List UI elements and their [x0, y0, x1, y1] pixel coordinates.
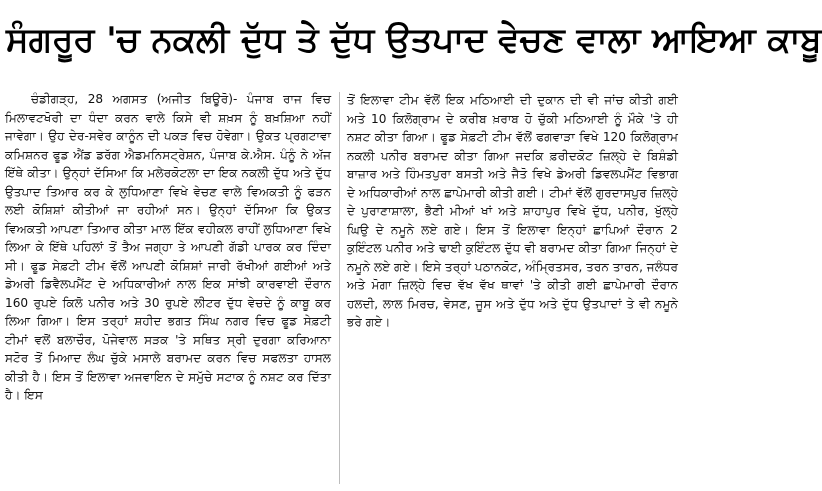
- article-body-left: ਚੰਡੀਗੜ੍ਹ, 28 ਅਗਸਤ (ਅਜੀਤ ਬਿਊਰੋ)- ਪੰਜਾਬ ਰਾਜ ਵਿਚ ਮਿਲਾਵਟਖੋਰੀ ਦਾ ਧੰਦਾ ਕਰਨ ਵਾਲੇ ਕਿਸੇ ਵੀ ਸ਼ਖ਼ਸ ਨੂੰ ਬਖ਼ਸ਼ਿਆ ਨਹੀਂ ਜਾਵੇਗਾ। ਉਹ ਦੇਰ-ਸਵੇਰ ਕਾਨੂੰਨ ਦੀ ਪਕੜ ਵਿਚ ਹੋਵੇਗਾ। ਉਕਤ ਪ੍ਰਗਟਾਵਾ ਕਮਿਸ਼ਨਰ ਫੂਡ ਐਂਡ ਡਰੱਗ ਐਡਮਨਿਸਟ੍ਰੇਸ਼ਨ, ਪੰਜਾਬ ਕੇ.ਐਸ. ਪੰਨੂੰ ਨੇ ਅੱਜ ਇੱਥੇ ਕੀਤਾ। ਉਨ੍ਹਾਂ ਦੱਸਿਆ ਕਿ ਮਲੇਰਕੋਟਲਾ ਦਾ ਇਕ ਨਕਲੀ ਦੁੱਧ ਅਤੇ ਦੁੱਧ ਉਤਪਾਦ ਤਿਆਰ ਕਰ ਕੇ ਲੁਧਿਆਣਾ ਵਿਖੇ ਵੇਚਣ ਵਾਲੇ ਵਿਅਕਤੀ ਨੂੰ ਫੜਨ ਲਈ ਕੋਸ਼ਿਸ਼ਾਂ ਕੀਤੀਆਂ ਜਾ ਰਹੀਆਂ ਸਨ। ਉਨ੍ਹਾਂ ਦੱਸਿਆ ਕਿ ਉਕਤ ਵਿਅਕਤੀ ਆਪਣਾ ਤਿਆਰ ਕੀਤਾ ਮਾਲ ਇੱਕ ਵਹੀਕਲ ਰਾਹੀਂ ਲੁਧਿਆਣਾ ਵਿਖੇ ਲਿਆ ਕੇ ਇੱਥੇ ਪਹਿਲਾਂ ਤੋਂ ਤੈਅ ਜਗ੍ਹਾ ਤੇ ਆਪਣੀ ਗੱਡੀ ਪਾਰਕ ਕਰ ਦਿੰਦਾ ਸੀ। ਫੂਡ ਸੇਫ਼ਟੀ ਟੀਮ ਵੱਲੋਂ ਆਪਣੀ ਕੋਸ਼ਿਸ਼ਾਂ ਜਾਰੀ ਰੱਖੀਆਂ ਗਈਆਂ ਅਤੇ ਡੇਅਰੀ ਡਿਵੈਲਪਮੈਂਟ ਦੇ ਅਧਿਕਾਰੀਆਂ ਨਾਲ ਇਕ ਸਾਂਝੀ ਕਾਰਵਾਈ ਦੌਰਾਨ 160 ਰੁਪਏ ਕਿਲੋ ਪਨੀਰ ਅਤੇ 30 ਰੁਪਏ ਲੀਟਰ ਦੁੱਧ ਵੇਚਦੇ ਨੂੰ ਕਾਬੂ ਕਰ ਲਿਆ ਗਿਆ। ਇਸ ਤਰ੍ਹਾਂ ਸ਼ਹੀਦ ਭਗਤ ਸਿੰਘ ਨਗਰ ਵਿਚ ਫੂਡ ਸੇਫ਼ਟੀ ਟੀਮਾਂ ਵਲੋਂ ਬਲਾਚੌਰ, ਪੋਜੇਵਾਲ ਸੜਕ 'ਤੇ ਸਥਿਤ ਸ੍ਰੀ ਦੁਰਗਾ ਕਰਿਆਨਾ ਸਟੋਰ ਤੋਂ ਮਿਆਦ ਲੰਘ ਚੁੱਕੇ ਮਸਾਲੇ ਬਰਾਮਦ ਕਰਨ ਵਿਚ ਸਫਲਤਾ ਹਾਸਲ ਕੀਤੀ ਹੈ। ਇਸ ਤੋਂ ਇਲਾਵਾ ਅਜਵਾਇਨ ਦੇ ਸਮੁੱਚੇ ਸਟਾਕ ਨੂੰ ਨਸ਼ਟ ਕਰ ਦਿੱਤਾ ਹੈ। ਇਸ: [5, 92, 331, 402]
- article-column-right: [347, 91, 678, 489]
- column-divider: [339, 92, 340, 484]
- article-headline: ਸੰਗਰੂਰ 'ਚ ਨਕਲੀ ਦੁੱਧ ਤੇ ਦੁੱਧ ਉਤਪਾਦ ਵੇਚਣ ਵਾਲਾ ਆਇਆ ਕਾਬੂ: [6, 20, 822, 60]
- article-column-left: [5, 90, 331, 488]
- article-body-right: ਤੋਂ ਇਲਾਵਾ ਟੀਮ ਵੱਲੋਂ ਇਕ ਮਠਿਆਈ ਦੀ ਦੁਕਾਨ ਦੀ ਵੀ ਜਾਂਚ ਕੀਤੀ ਗਈ ਅਤੇ 10 ਕਿਲੋਗ੍ਰਾਮ ਦੇ ਕਰੀਬ ਖ਼ਰਾਬ ਹੋ ਚੁੱਕੀ ਮਠਿਆਈ ਨੂੰ ਮੌਕੇ 'ਤੇ ਹੀ ਨਸ਼ਟ ਕੀਤਾ ਗਿਆ। ਫੂਡ ਸੇਫ਼ਟੀ ਟੀਮ ਵੱਲੋਂ ਫਗਵਾੜਾ ਵਿਖੇ 120 ਕਿਲੋਗ੍ਰਾਮ ਨਕਲੀ ਪਨੀਰ ਬਰਾਮਦ ਕੀਤਾ ਗਿਆ ਜਦਕਿ ਫ਼ਰੀਦਕੋਟ ਜ਼ਿਲ੍ਹੇ ਦੇ ਬਿਸ਼ੰਡੀ ਬਾਜ਼ਾਰ ਅਤੇ ਹਿੰਮਤਪੁਰਾ ਬਸਤੀ ਅਤੇ ਜੈਤੋ ਵਿਖੇ ਡੇਅਰੀ ਡਿਵਲਪਮੈਂਟ ਵਿਭਾਗ ਦੇ ਅਧਿਕਾਰੀਆਂ ਨਾਲ ਛਾਪੇਮਾਰੀ ਕੀਤੀ ਗਈ। ਟੀਮਾਂ ਵੱਲੋਂ ਗੁਰਦਾਸਪੁਰ ਜ਼ਿਲ੍ਹੇ ਦੇ ਪੁਰਾਣਾਸ਼ਾਲਾ, ਭੈਣੀ ਮੀਆਂ ਖਾਂ ਅਤੇ ਸ਼ਾਹਾਪੁਰ ਵਿਖੇ ਦੁੱਧ, ਪਨੀਰ, ਖੁੱਲ੍ਹੇ ਘਿਉ ਦੇ ਨਮੂਨੇ ਲਏ ਗਏ। ਇਸ ਤੋਂ ਇਲਾਵਾ ਇਨ੍ਹਾਂ ਛਾਪਿਆਂ ਦੌਰਾਨ 2 ਕੁਇੰਟਲ ਪਨੀਰ ਅਤੇ ਢਾਈ ਕੁਇੰਟਲ ਦੁੱਧ ਵੀ ਬਰਾਮਦ ਕੀਤਾ ਗਿਆ ਜਿਨ੍ਹਾਂ ਦੇ ਨਮੂਨੇ ਲਏ ਗਏ। ਇਸੇ ਤਰ੍ਹਾਂ ਪਠਾਨਕੋਟ, ਅੰਮ੍ਰਿਤਸਰ, ਤਰਨ ਤਾਰਨ, ਜਲੰਧਰ ਅਤੇ ਮੋਗਾ ਜ਼ਿਲ੍ਹੇ ਵਿਚ ਵੱਖ ਵੱਖ ਥਾਵਾਂ 'ਤੇ ਕੀਤੀ ਗਈ ਛਾਪੇਮਾਰੀ ਦੌਰਾਨ ਹਲਦੀ, ਲਾਲ ਮਿਰਚ, ਵੇਸਣ, ਜੂਸ ਅਤੇ ਦੁੱਧ ਅਤੇ ਦੁੱਧ ਉਤਪਾਦਾਂ ਤੇ ਵੀ ਨਮੂਨੇ ਭਰੇ ਗਏ।: [347, 93, 678, 329]
